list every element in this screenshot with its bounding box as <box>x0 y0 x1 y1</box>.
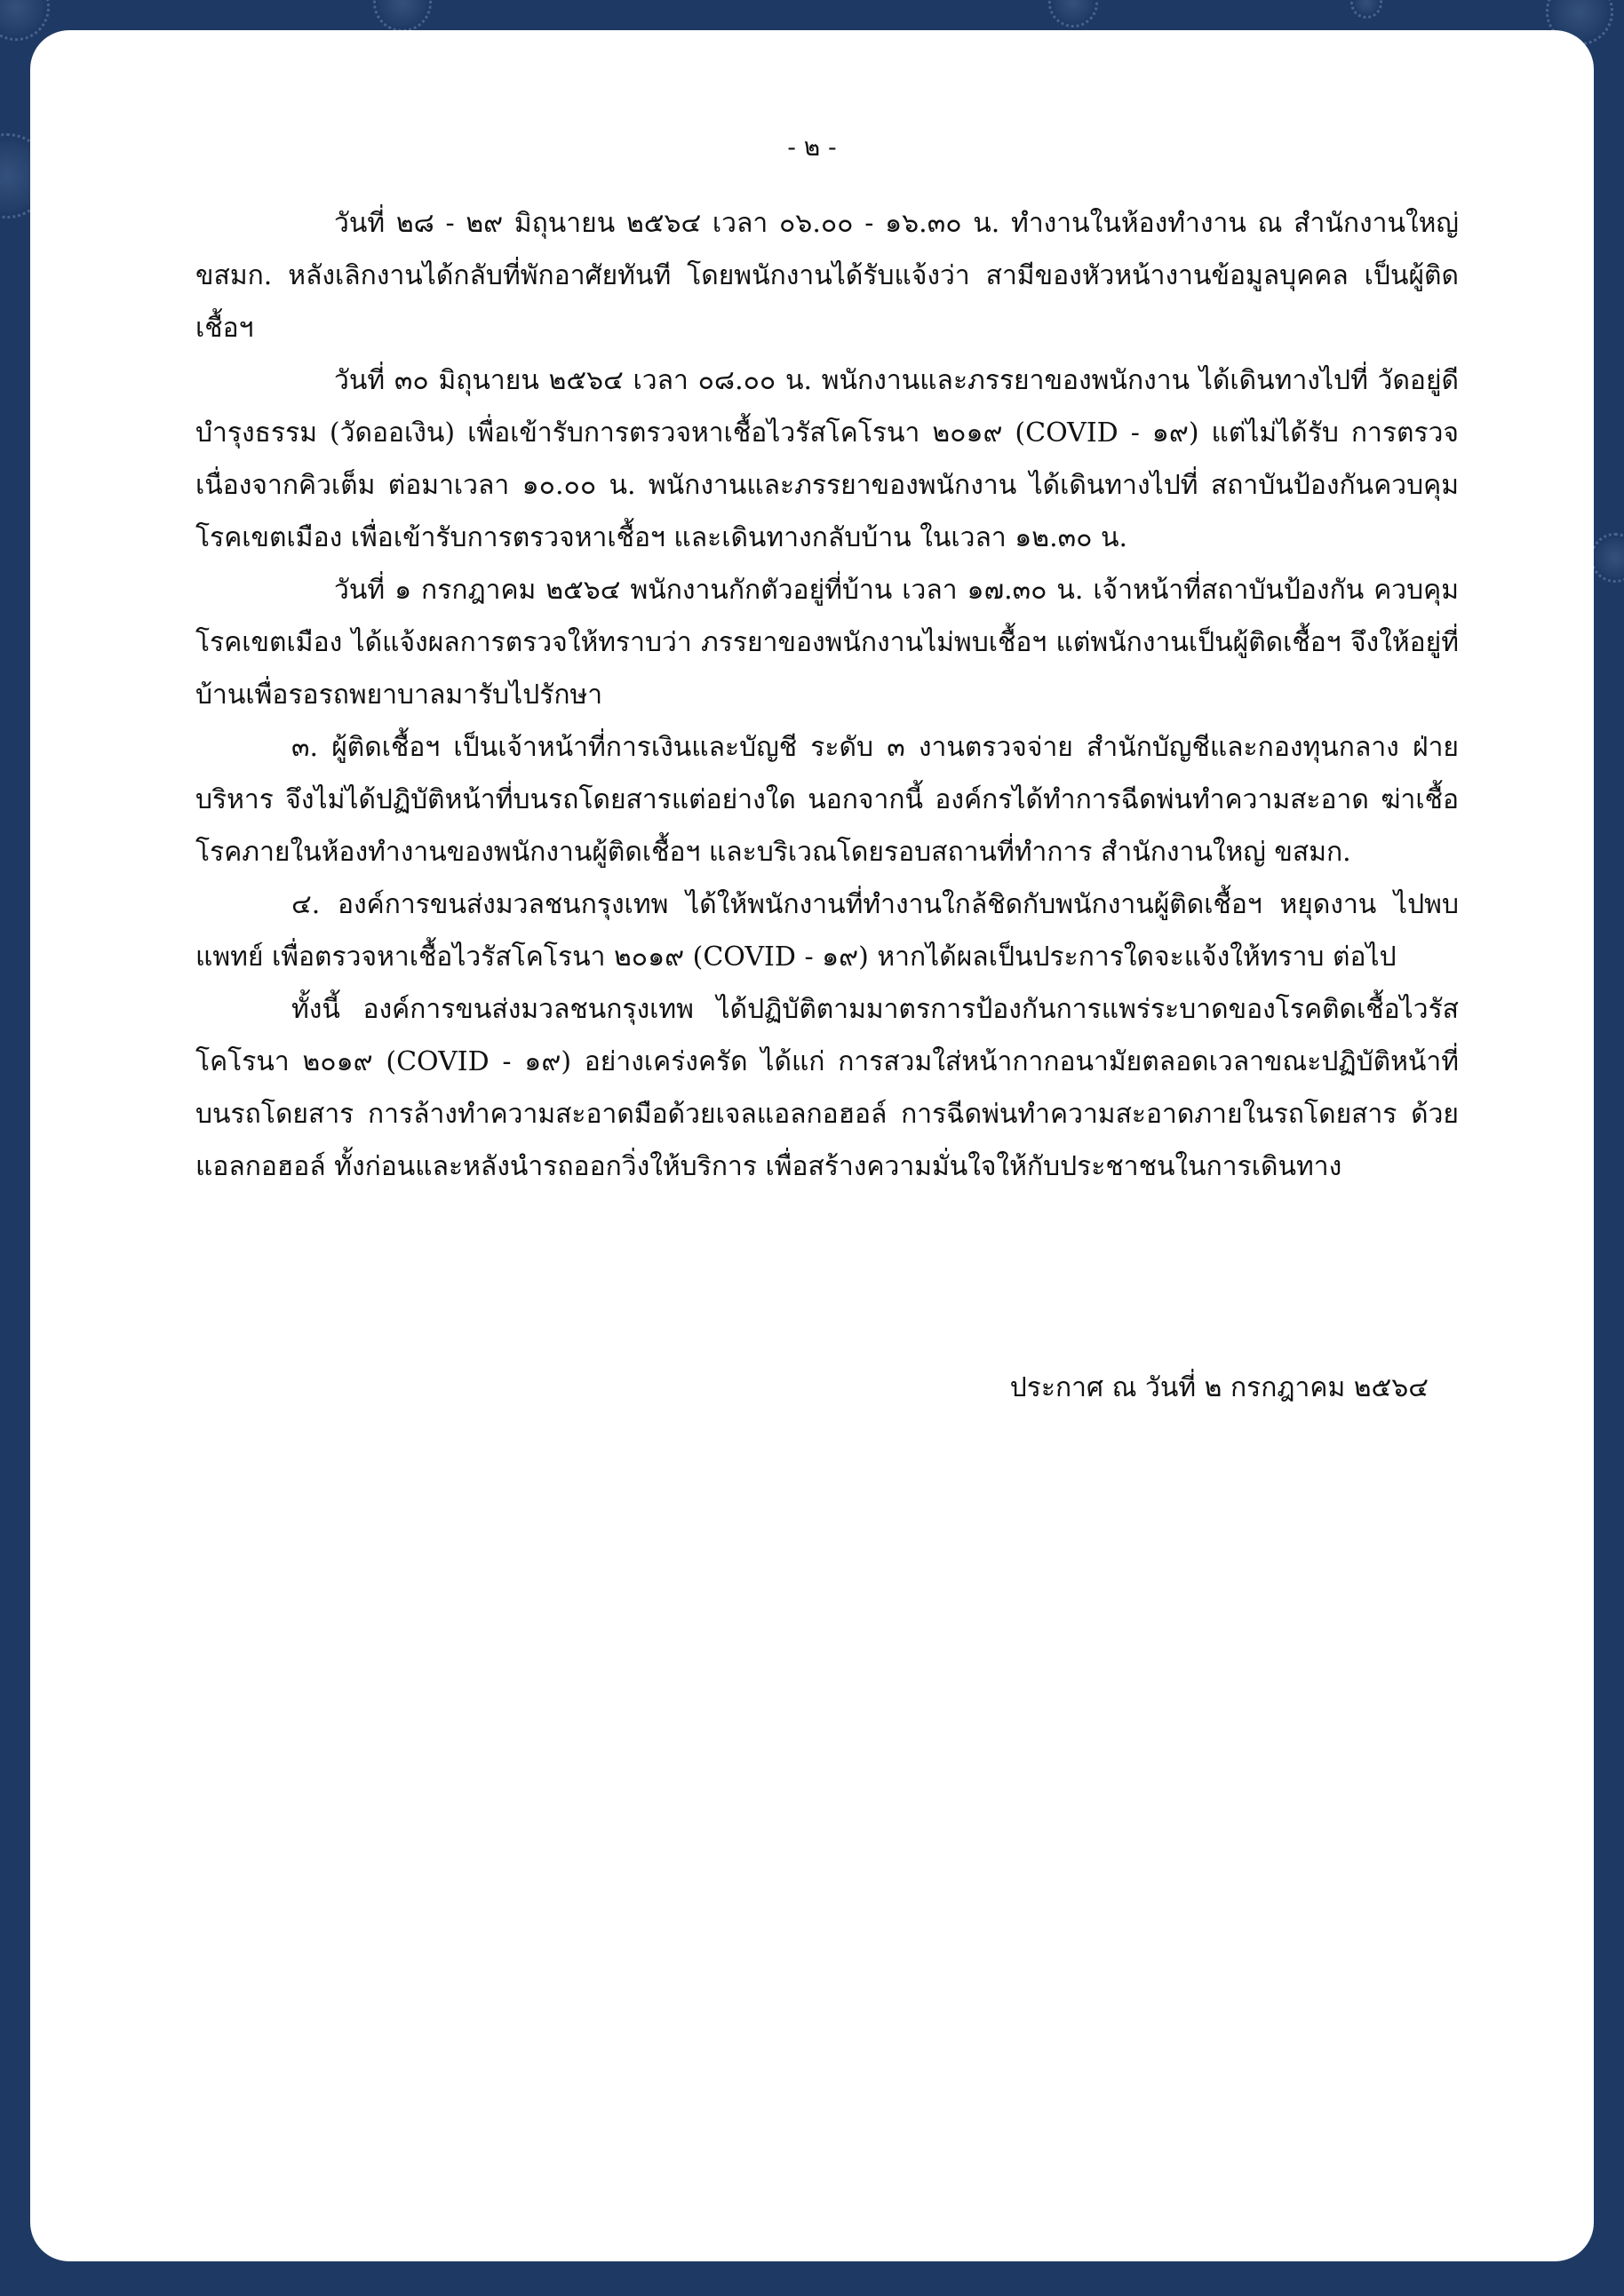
paragraph-item-4: ๔. องค์การขนส่งมวลชนกรุงเทพ ได้ให้พนักงานที่ทำงานใกล้ชิดกับพนักงานผู้ติดเชื้อฯ หยุดงาน ไปพบแพทย์ เพื่อตรวจหาเชื้อไวรัสโคโรนา ๒๐๑๙ (COVID - ๑๙) หากได้ผลเป็นประการใดจะแจ้งให้ทราบ ต่อไป <box>195 889 1459 973</box>
page-number: - ๒ - <box>787 132 837 162</box>
paragraph-june-28-29: วันที่ ๒๘ - ๒๙ มิถุนายน ๒๕๖๔ เวลา ๐๖.๐๐ - ๑๖.๓๐ น. ทำงานในห้องทำงาน ณ สำนักงานใหญ่ ขสมก. หลังเลิกงานได้กลับที่พักอาศัยทันที โดยพนักงานได้รับแจ้งว่า สามีของหัวหน้างานข้อมูลบุคคล เป็นผู้ติดเชื้อฯ <box>195 208 1459 344</box>
document-page <box>30 30 1594 2261</box>
virus-decoration-icon <box>0 0 50 41</box>
virus-decoration-icon <box>1048 0 1098 28</box>
paragraph-june-30: วันที่ ๓๐ มิถุนายน ๒๕๖๔ เวลา ๐๘.๐๐ น. พนักงานและภรรยาของพนักงาน ได้เดินทางไปที่ วัดอยู่ดีบำรุงธรรม (วัดออเงิน) เพื่อเข้ารับการตรวจหาเชื้อไวรัสโคโรนา ๒๐๑๙ (COVID - ๑๙) แต่ไม่ได้รับ การตรวจ เนื่องจากคิวเต็ม ต่อมาเวลา ๑๐.๐๐ น. พนักงานและภรรยาของพนักงาน ได้เดินทางไปที่ สถาบันป้องกันควบคุมโรคเขตเมือง เพื่อเข้ารับการตรวจหาเชื้อฯ และเดินทางกลับบ้าน ในเวลา ๑๒.๓๐ น. <box>195 365 1459 553</box>
announcement-date: ประกาศ ณ วันที่ ๒ กรกฎาคม ๒๕๖๔ <box>1009 1372 1429 1403</box>
paragraph-july-1: วันที่ ๑ กรกฎาคม ๒๕๖๔ พนักงานกักตัวอยู่ที่บ้าน เวลา ๑๗.๓๐ น. เจ้าหน้าที่สถาบันป้องกัน ควบคุมโรคเขตเมือง ได้แจ้งผลการตรวจให้ทราบว่า ภรรยาของพนักงานไม่พบเชื้อฯ แต่พนักงานเป็นผู้ติดเชื้อฯ จึงให้อยู่ที่บ้านเพื่อรอรถพยาบาลมารับไปรักษา <box>195 575 1459 711</box>
virus-decoration-icon <box>373 0 432 32</box>
virus-decoration-icon <box>1590 533 1624 583</box>
document-body <box>195 197 1459 1193</box>
paragraph-measures: ทั้งนี้ องค์การขนส่งมวลชนกรุงเทพ ได้ปฏิบัติตามมาตรการป้องกันการแพร่ระบาดของโรคติดเชื้อไวรัส โคโรนา ๒๐๑๙ (COVID - ๑๙) อย่างเคร่งครัด ได้แก่ การสวมใส่หน้ากากอนามัยตลอดเวลาขณะปฏิบัติหน้าที่ บนรถโดยสาร การล้างทำความสะอาดมือด้วยเจลแอลกอฮอล์ การฉีดพ่นทำความสะอาดภายในรถโดยสาร ด้วยแอลกอฮอล์ ทั้งก่อนและหลังนำรถออกวิ่งให้บริการ เพื่อสร้างความมั่นใจให้กับประชาชนในการเดินทาง <box>195 994 1459 1182</box>
paragraph-item-3: ๓. ผู้ติดเชื้อฯ เป็นเจ้าหน้าที่การเงินและบัญชี ระดับ ๓ งานตรวจจ่าย สำนักบัญชีและกองทุนกลาง ฝ่ายบริหาร จึงไม่ได้ปฏิบัติหน้าที่บนรถโดยสารแต่อย่างใด นอกจากนี้ องค์กรได้ทำการฉีดพ่นทำความสะอาด ฆ่าเชื้อโรคภายในห้องทำงานของพนักงานผู้ติดเชื้อฯ และบริเวณโดยรอบสถานที่ทำการ สำนักงานใหญ่ ขสมก. <box>195 732 1459 868</box>
virus-decoration-icon <box>1350 0 1382 19</box>
